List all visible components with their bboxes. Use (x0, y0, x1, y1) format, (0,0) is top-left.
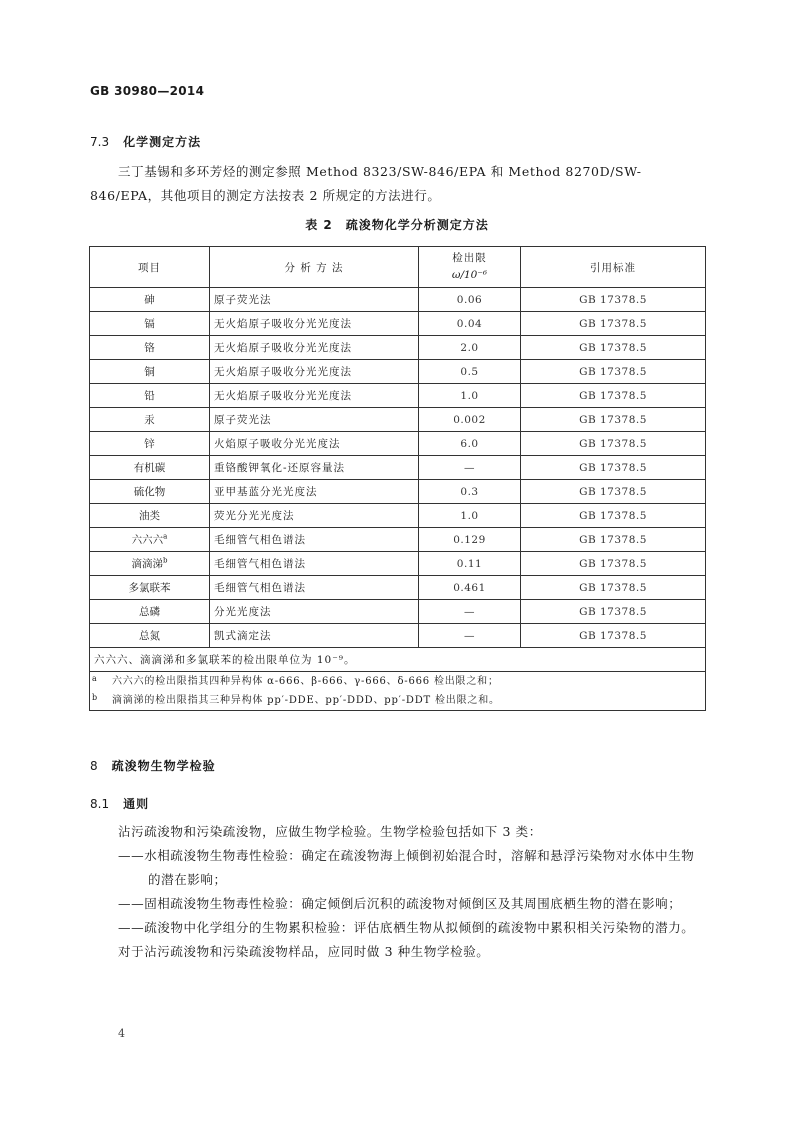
cell-item: 总氮 (90, 624, 210, 648)
table-row (90, 600, 706, 624)
section-title: 通则 (123, 797, 150, 811)
cell-method: 无火焰原子吸收分光光度法 (210, 384, 419, 408)
cell-standard: GB 17378.5 (521, 432, 706, 456)
cell-limit: — (419, 456, 521, 480)
table-row (90, 384, 706, 408)
standard-code: GB 30980—2014 (90, 84, 205, 98)
closing-paragraph: 对于沾污疏浚物和污染疏浚物样品，应同时做 3 种生物学检验。 (118, 944, 490, 959)
cell-item: 总磷 (90, 600, 210, 624)
cell-method: 火焰原子吸收分光光度法 (210, 432, 419, 456)
cell-item (90, 552, 210, 576)
item-name: 滴滴涕 (131, 558, 163, 570)
test-type-list (118, 844, 704, 940)
header-limit (419, 247, 521, 288)
cell-limit: 6.0 (419, 432, 521, 456)
table-row (90, 312, 706, 336)
section-number: 7.3 (90, 135, 110, 149)
cell-method: 凯式滴定法 (210, 624, 419, 648)
section-title: 化学测定方法 (123, 135, 202, 149)
cell-limit: 0.3 (419, 480, 521, 504)
cell-method: 无火焰原子吸收分光光度法 (210, 336, 419, 360)
item-name: 六六六 (131, 534, 164, 546)
footnote-marker: a (92, 674, 98, 683)
cell-method: 无火焰原子吸收分光光度法 (210, 360, 419, 384)
cell-limit: 1.0 (419, 504, 521, 528)
cell-method: 毛细管气相色谱法 (210, 528, 419, 552)
cell-method: 分光光度法 (210, 600, 419, 624)
section-number: 8 (90, 759, 98, 773)
section-7-3-heading (90, 133, 201, 150)
cell-method: 原子荧光法 (210, 288, 419, 312)
table-header-row (90, 247, 706, 288)
table-footnotes (90, 672, 706, 711)
cell-item: 铬 (90, 336, 210, 360)
footnote-marker: b (92, 693, 98, 702)
cell-method: 无火焰原子吸收分光光度法 (210, 312, 419, 336)
section-number: 8.1 (90, 797, 110, 811)
section-title: 疏浚物生物学检验 (111, 759, 216, 773)
cell-limit: 0.5 (419, 360, 521, 384)
cell-limit: 0.002 (419, 408, 521, 432)
cell-item (90, 528, 210, 552)
cell-standard: GB 17378.5 (521, 480, 706, 504)
section-8-1-body (90, 820, 704, 964)
cell-method: 重铬酸钾氧化-还原容量法 (210, 456, 419, 480)
cell-limit: 0.461 (419, 576, 521, 600)
table-row (90, 528, 706, 552)
cell-limit: 1.0 (419, 384, 521, 408)
cell-limit: 2.0 (419, 336, 521, 360)
list-item: ——水相疏浚物生物毒性检验：确定在疏浚物海上倾倒初始混合时，溶解和悬浮污染物对水体中生物的潜在影响； (118, 848, 695, 887)
list-item: ——固相疏浚物生物毒性检验：确定倾倒后沉积的疏浚物对倾倒区及其周围底栖生物的潜在影响； (118, 896, 682, 911)
cell-standard: GB 17378.5 (521, 312, 706, 336)
section-8-1-heading (90, 795, 149, 812)
section-8-heading (90, 757, 216, 774)
table-row (90, 552, 706, 576)
cell-standard: GB 17378.5 (521, 504, 706, 528)
unit-note: 六六六、滴滴涕和多氯联苯的检出限单位为 10⁻⁹。 (90, 648, 706, 672)
table-note-row (90, 648, 706, 672)
cell-item: 硫化物 (90, 480, 210, 504)
footnote-text: 滴滴涕的检出限指其三种异构体 pp′-DDE、pp′-DDD、pp′-DDT 检出限之和。 (112, 695, 500, 706)
table-title: 表 2 疏浚物化学分析测定方法 (305, 218, 489, 232)
table-row (90, 432, 706, 456)
table-row (90, 456, 706, 480)
header-limit-unit: ω/10⁻⁶ (451, 269, 488, 281)
table-row (90, 360, 706, 384)
table-row (90, 504, 706, 528)
cell-item: 铅 (90, 384, 210, 408)
cell-item: 多氯联苯 (90, 576, 210, 600)
table-row (90, 576, 706, 600)
cell-item: 汞 (90, 408, 210, 432)
cell-method: 亚甲基蓝分光光度法 (210, 480, 419, 504)
cell-limit: 0.06 (419, 288, 521, 312)
cell-standard: GB 17378.5 (521, 456, 706, 480)
cell-standard: GB 17378.5 (521, 528, 706, 552)
footnote (94, 672, 701, 691)
cell-item: 锌 (90, 432, 210, 456)
cell-method: 毛细管气相色谱法 (210, 552, 419, 576)
cell-item: 油类 (90, 504, 210, 528)
cell-item: 铜 (90, 360, 210, 384)
section-7-3-paragraph: 三丁基锡和多环芳烃的测定参照 Method 8323/SW-846/EPA 和 Method 8270D/SW-846/EPA，其他项目的测定方法按表 2 所规定的方法进行。 (90, 164, 642, 203)
intro-paragraph: 沾污疏浚物和污染疏浚物，应做生物学检验。生物学检验包括如下 3 类： (118, 824, 542, 839)
header-method: 分 析 方 法 (210, 247, 419, 288)
cell-limit: 0.129 (419, 528, 521, 552)
cell-method: 毛细管气相色谱法 (210, 576, 419, 600)
cell-standard: GB 17378.5 (521, 384, 706, 408)
table-row (90, 408, 706, 432)
cell-item: 有机碳 (90, 456, 210, 480)
cell-item: 镉 (90, 312, 210, 336)
methods-table (89, 246, 706, 711)
footnote-marker: a (163, 532, 168, 541)
cell-item: 砷 (90, 288, 210, 312)
footnote-text: 六六六的检出限指其四种异构体 α-666、β-666、γ-666、δ-666 检出限之和； (112, 676, 499, 687)
footnote-marker: b (163, 556, 168, 565)
cell-limit: — (419, 600, 521, 624)
cell-standard: GB 17378.5 (521, 288, 706, 312)
cell-standard: GB 17378.5 (521, 408, 706, 432)
table-row (90, 480, 706, 504)
table-row (90, 288, 706, 312)
cell-limit: 0.04 (419, 312, 521, 336)
table-footnotes-row (90, 672, 706, 711)
page-number: 4 (118, 1027, 125, 1040)
cell-method: 荧光分光光度法 (210, 504, 419, 528)
cell-standard: GB 17378.5 (521, 624, 706, 648)
cell-standard: GB 17378.5 (521, 600, 706, 624)
header-item: 项目 (90, 247, 210, 288)
cell-standard: GB 17378.5 (521, 576, 706, 600)
cell-limit: 0.11 (419, 552, 521, 576)
cell-standard: GB 17378.5 (521, 360, 706, 384)
cell-standard: GB 17378.5 (521, 552, 706, 576)
header-limit-label: 检出限 (452, 252, 487, 264)
cell-limit: — (419, 624, 521, 648)
header-standard: 引用标准 (521, 247, 706, 288)
list-item: ——疏浚物中化学组分的生物累积检验：评估底栖生物从拟倾倒的疏浚物中累积相关污染物的潜力。 (118, 920, 695, 935)
table-row (90, 624, 706, 648)
cell-method: 原子荧光法 (210, 408, 419, 432)
table-row (90, 336, 706, 360)
footnote (94, 691, 701, 710)
cell-standard: GB 17378.5 (521, 336, 706, 360)
